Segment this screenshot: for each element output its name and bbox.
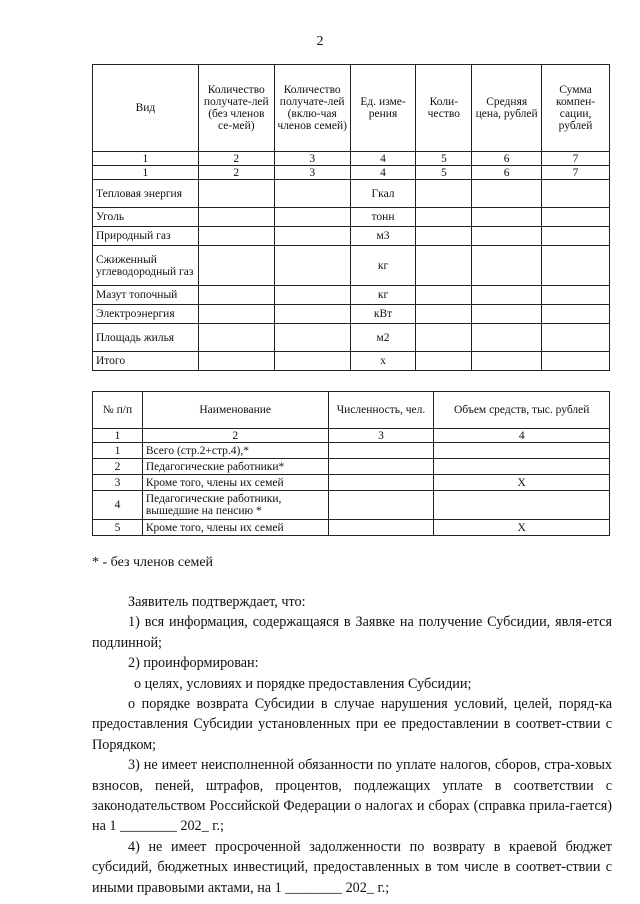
paragraph: Заявитель подтверждает, что: <box>128 594 306 610</box>
count-cell <box>328 475 434 491</box>
column-number: 1 <box>93 429 143 443</box>
column-number: 1 <box>93 152 199 166</box>
unit-cell: м3 <box>350 227 416 246</box>
declaration-text <box>92 592 612 898</box>
empty-cell <box>274 246 350 286</box>
table1-header-cell: Средняя цена, рублей <box>472 65 542 152</box>
table2-header-cell: Объем средств, тыс. рублей <box>434 392 610 429</box>
column-number: 6 <box>472 166 542 180</box>
table-row <box>93 324 610 352</box>
empty-cell <box>274 352 350 371</box>
paragraph: 4) не имеет просроченной задолженности по возврату в краевой бюджет субсидий, бюджетных инвестиций, предоставленных в том числе в соответ-ствии с иными правовыми актами, на 1 ________ 202_ г.; <box>92 838 612 896</box>
table-row <box>93 180 610 208</box>
unit-cell: кг <box>350 246 416 286</box>
table-row <box>93 491 610 520</box>
column-number: 3 <box>274 166 350 180</box>
column-number: 6 <box>472 152 542 166</box>
paragraph: 3) не имеет неисполненной обязанности по уплате налогов, сборов, стра-ховых взносов, пеней, штрафов, процентов, подлежащих уплате в соответствии с законодательством Российской Федерации о налогах и сборах (справка прила-гается) на 1 ________ 202_ г.; <box>92 757 612 835</box>
empty-cell <box>416 208 472 227</box>
table-row <box>93 246 610 286</box>
empty-cell <box>198 286 274 305</box>
empty-cell <box>198 246 274 286</box>
row-name: Педагогические работники, вышедшие на пенсию * <box>142 491 328 520</box>
column-number: 4 <box>350 166 416 180</box>
table1-header-cell: Сумма компен-сации, рублей <box>542 65 610 152</box>
volume-cell: X <box>434 475 610 491</box>
empty-cell <box>472 246 542 286</box>
empty-cell <box>472 286 542 305</box>
row-name: Всего (стр.2+стр.4),* <box>142 443 328 459</box>
resource-name: Сжиженный углеводородный газ <box>93 246 199 286</box>
resource-name: Площадь жилья <box>93 324 199 352</box>
empty-cell <box>416 305 472 324</box>
empty-cell <box>542 286 610 305</box>
empty-cell <box>542 208 610 227</box>
empty-cell <box>416 227 472 246</box>
empty-cell <box>472 227 542 246</box>
empty-cell <box>274 180 350 208</box>
empty-cell <box>472 305 542 324</box>
row-number: 4 <box>93 491 143 520</box>
count-cell <box>328 520 434 536</box>
volume-cell <box>434 459 610 475</box>
column-number: 4 <box>350 152 416 166</box>
row-number: 2 <box>93 459 143 475</box>
empty-cell <box>416 286 472 305</box>
empty-cell <box>274 227 350 246</box>
table2-header-cell: Наименование <box>142 392 328 429</box>
resource-name: Тепловая энергия <box>93 180 199 208</box>
table-row <box>93 208 610 227</box>
unit-cell: тонн <box>350 208 416 227</box>
unit-cell: кг <box>350 286 416 305</box>
compensation-table <box>92 64 610 371</box>
resource-name: Итого <box>93 352 199 371</box>
empty-cell <box>542 227 610 246</box>
empty-cell <box>416 180 472 208</box>
resource-name: Мазут топочный <box>93 286 199 305</box>
table-row <box>93 352 610 371</box>
table1-header-cell: Количество получате-лей (без членов се-мей) <box>198 65 274 152</box>
empty-cell <box>542 305 610 324</box>
empty-cell <box>542 246 610 286</box>
column-number: 4 <box>434 429 610 443</box>
paragraph: 2) проинформирован: <box>128 655 259 672</box>
empty-cell <box>274 286 350 305</box>
table-row <box>93 286 610 305</box>
column-number: 2 <box>198 152 274 166</box>
footnote: * - без членов семей <box>92 555 214 570</box>
row-number: 5 <box>93 520 143 536</box>
table-row <box>93 227 610 246</box>
paragraph: о порядке возврата Субсидии в случае нарушения условий, целей, поряд-ка предоставления Субсидии установленных при ее предоставлении в соответ-ствии с Порядком; <box>92 696 612 753</box>
table-row <box>93 475 610 491</box>
empty-cell <box>198 324 274 352</box>
empty-cell <box>416 246 472 286</box>
row-name: Кроме того, члены их семей <box>142 475 328 491</box>
volume-cell <box>434 491 610 520</box>
table-row <box>93 305 610 324</box>
table1-number-row <box>93 166 610 180</box>
table-row <box>93 443 610 459</box>
table2-number-row <box>93 429 610 443</box>
empty-cell <box>198 305 274 324</box>
empty-cell <box>472 324 542 352</box>
recipients-table <box>92 391 610 536</box>
row-number: 1 <box>93 443 143 459</box>
table2-header-cell: Численность, чел. <box>328 392 434 429</box>
row-number: 3 <box>93 475 143 491</box>
volume-cell <box>434 443 610 459</box>
empty-cell <box>542 324 610 352</box>
empty-cell <box>274 305 350 324</box>
table2-header-cell: № п/п <box>93 392 143 429</box>
unit-cell: х <box>350 352 416 371</box>
row-name: Педагогические работники* <box>142 459 328 475</box>
empty-cell <box>542 180 610 208</box>
resource-name: Природный газ <box>93 227 199 246</box>
empty-cell <box>198 352 274 371</box>
column-number: 1 <box>93 166 199 180</box>
paragraph: о целях, условиях и порядке предоставления Субсидии; <box>134 675 472 692</box>
empty-cell <box>198 227 274 246</box>
table1-header-cell: Вид <box>93 65 199 152</box>
table-row <box>93 520 610 536</box>
column-number: 3 <box>328 429 434 443</box>
table1-number-row <box>93 152 610 166</box>
empty-cell <box>198 208 274 227</box>
volume-cell: X <box>434 520 610 536</box>
unit-cell: Гкал <box>350 180 416 208</box>
row-name: Кроме того, члены их семей <box>142 520 328 536</box>
page-number: 2 <box>316 34 324 49</box>
empty-cell <box>416 324 472 352</box>
table1-header-cell: Ед. изме-рения <box>350 65 416 152</box>
empty-cell <box>472 180 542 208</box>
paragraph: 1) вся информация, содержащаяся в Заявке на получение Субсидии, явля-ется подлинной; <box>92 614 612 651</box>
table2-header-row <box>93 392 610 429</box>
table-row <box>93 459 610 475</box>
empty-cell <box>472 208 542 227</box>
column-number: 5 <box>416 152 472 166</box>
empty-cell <box>198 180 274 208</box>
empty-cell <box>542 352 610 371</box>
empty-cell <box>274 324 350 352</box>
table1-header-row <box>93 65 610 152</box>
count-cell <box>328 491 434 520</box>
empty-cell <box>416 352 472 371</box>
column-number: 2 <box>142 429 328 443</box>
unit-cell: кВт <box>350 305 416 324</box>
column-number: 2 <box>198 166 274 180</box>
column-number: 7 <box>542 152 610 166</box>
empty-cell <box>274 208 350 227</box>
column-number: 5 <box>416 166 472 180</box>
empty-cell <box>472 352 542 371</box>
resource-name: Уголь <box>93 208 199 227</box>
resource-name: Электроэнергия <box>93 305 199 324</box>
column-number: 3 <box>274 152 350 166</box>
table1-header-cell: Количество получате-лей (вклю-чая членов семей) <box>274 65 350 152</box>
table1-header-cell: Коли-чество <box>416 65 472 152</box>
count-cell <box>328 443 434 459</box>
column-number: 7 <box>542 166 610 180</box>
count-cell <box>328 459 434 475</box>
unit-cell: м2 <box>350 324 416 352</box>
